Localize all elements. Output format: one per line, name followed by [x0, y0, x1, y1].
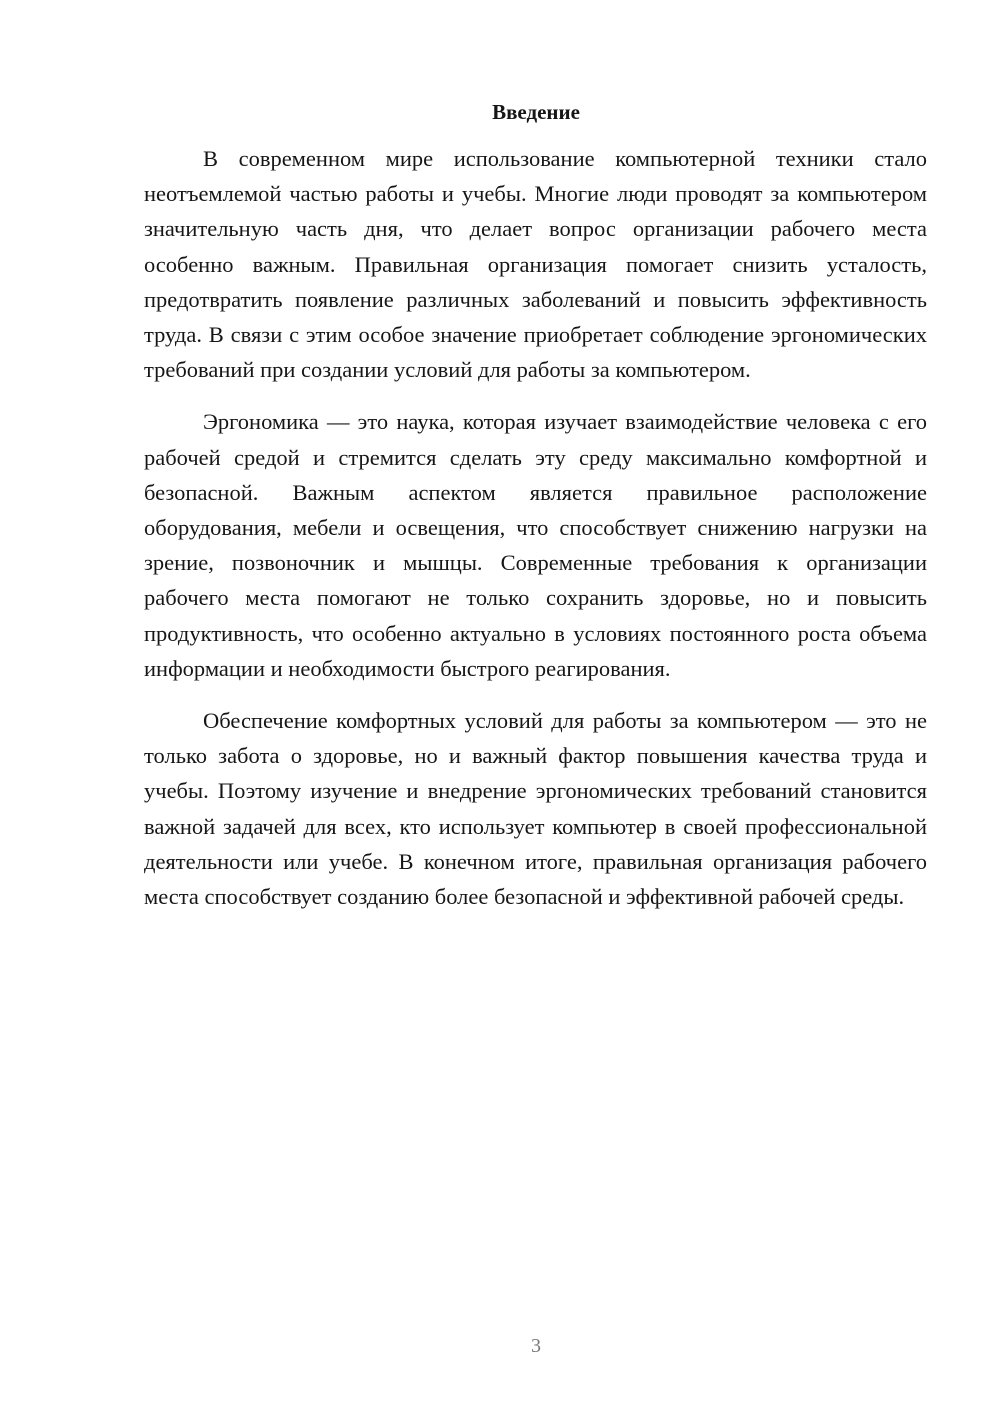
- paragraph-1: В современном мире использование компьютерной техники стало неотъемлемой частью работы и учебы. Многие люди проводят за компьютером значительную часть дня, что делает вопрос организации рабочего места особенно важным. Правильная организация помогает снизить усталость, предотвратить появление различных заболеваний и повысить эффективность труда. В связи с этим особое значение приобретает соблюдение эргономических требований при создании условий для работы за компьютером.: [144, 146, 927, 383]
- page-number: 3: [531, 1335, 541, 1357]
- section-heading: Введение: [492, 100, 580, 124]
- paragraph-2: Эргономика — это наука, которая изучает взаимодействие человека с его рабочей средой и стремится сделать эту среду максимально комфортной и безопасной. Важным аспектом является правильное расположение оборудования, мебели и освещения, что способствует снижению нагрузки на зрение, позвоночник и мышцы. Современные требования к организации рабочего места помогают не только сохранить здоровье, но и повысить продуктивность, что особенно актуально в условиях постоянного роста объема информации и необходимости быстрого реагирования.: [144, 409, 927, 681]
- body-text: [144, 141, 927, 931]
- paragraph-3: Обеспечение комфортных условий для работы за компьютером — это не только забота о здоровье, но и важный фактор повышения качества труда и учебы. Поэтому изучение и внедрение эргономических требований становится важной задачей для всех, кто использует компьютер в своей профессиональной деятельности или учебе. В конечном итоге, правильная организация рабочего места способствует созданию более безопасной и эффективной рабочей среды.: [144, 708, 927, 910]
